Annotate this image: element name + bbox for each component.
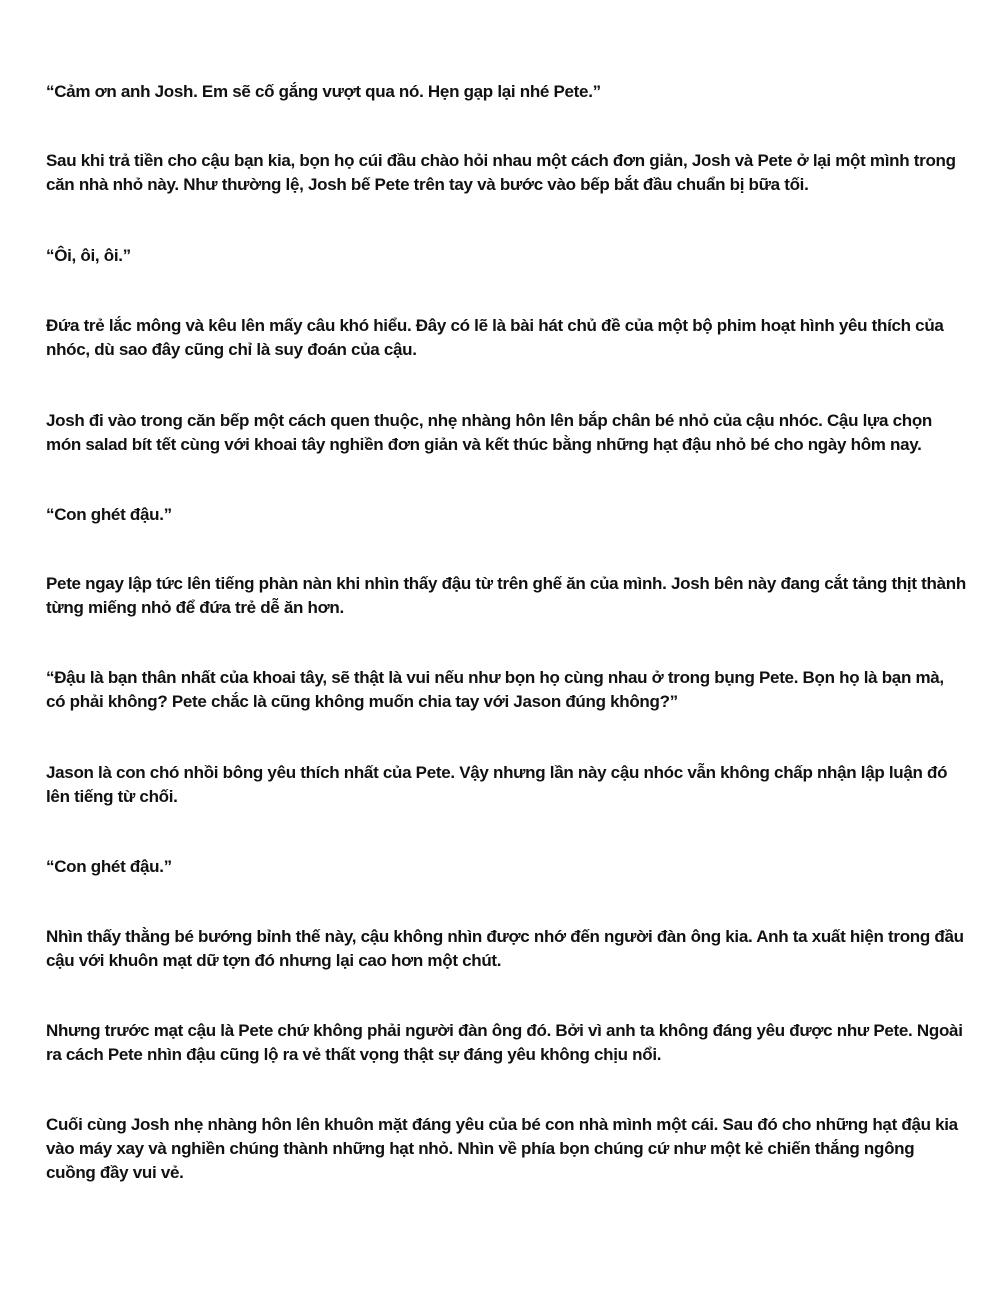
paragraph-10: “Con ghét đậu.” xyxy=(46,857,172,876)
paragraph-3: “Ôi, ôi, ôi.” xyxy=(46,246,131,265)
paragraph-12: Nhưng trước mạt cậu là Pete chứ không phải người đàn ông đó. Bởi vì anh ta không đáng yêu được như Pete. Ngoài ra cách Pete nhìn đậu cũng lộ ra vẻ thất vọng thật sự đáng yêu không chịu nổi. xyxy=(46,1021,963,1064)
paragraph-9: Jason là con chó nhồi bông yêu thích nhất của Pete. Vậy nhưng lần này cậu nhóc vẫn không chấp nhận lập luận đó lên tiếng từ chối. xyxy=(46,763,948,806)
paragraph-5: Josh đi vào trong căn bếp một cách quen thuộc, nhẹ nhàng hôn lên bắp chân bé nhỏ của cậu nhóc. Cậu lựa chọn món salad bít tết cùng với khoai tây nghiền đơn giản và kết thúc bằng những hạt đậu nhỏ bé cho ngày hôm nay. xyxy=(46,411,933,454)
paragraph-8: “Đậu là bạn thân nhất của khoai tây, sẽ thật là vui nếu như bọn họ cùng nhau ở trong bụng Pete. Bọn họ là bạn mà, có phải không? Pete chắc là cũng không muốn chia tay với Jason đúng không?” xyxy=(46,668,944,711)
paragraph-7: Pete ngay lập tức lên tiếng phàn nàn khi nhìn thấy đậu từ trên ghế ăn của mình. Josh bên này đang cắt tảng thịt thành từng miếng nhỏ để đứa trẻ dễ ăn hơn. xyxy=(46,574,966,617)
paragraph-2: Sau khi trả tiền cho cậu bạn kia, bọn họ cúi đầu chào hỏi nhau một cách đơn giản, Josh và Pete ở lại một mình trong căn nhà nhỏ này. Như thường lệ, Josh bế Pete trên tay và bước vào bếp bắt đầu chuẩn bị bữa tối. xyxy=(46,151,956,194)
paragraph-13: Cuối cùng Josh nhẹ nhàng hôn lên khuôn mặt đáng yêu của bé con nhà mình một cái. Sau đó cho những hạt đậu kia vào máy xay và nghiền chúng thành những hạt nhỏ. Nhìn về phía bọn chúng cứ như một kẻ chiến thắng ngông cuồng đầy vui vẻ. xyxy=(46,1115,958,1182)
paragraph-1: “Cảm ơn anh Josh. Em sẽ cố gắng vượt qua nó. Hẹn gạp lại nhé Pete.” xyxy=(46,82,601,101)
paragraph-4: Đứa trẻ lắc mông và kêu lên mấy câu khó hiểu. Đây có lẽ là bài hát chủ đề của một bộ phim hoạt hình yêu thích của nhóc, dù sao đây cũng chỉ là suy đoán của cậu. xyxy=(46,316,944,359)
paragraph-11: Nhìn thấy thằng bé bướng bỉnh thế này, cậu không nhìn được nhớ đến người đàn ông kia. Anh ta xuất hiện trong đầu cậu với khuôn mạt dữ tợn đó nhưng lại cao hơn một chút. xyxy=(46,927,964,970)
paragraph-6: “Con ghét đậu.” xyxy=(46,505,172,524)
